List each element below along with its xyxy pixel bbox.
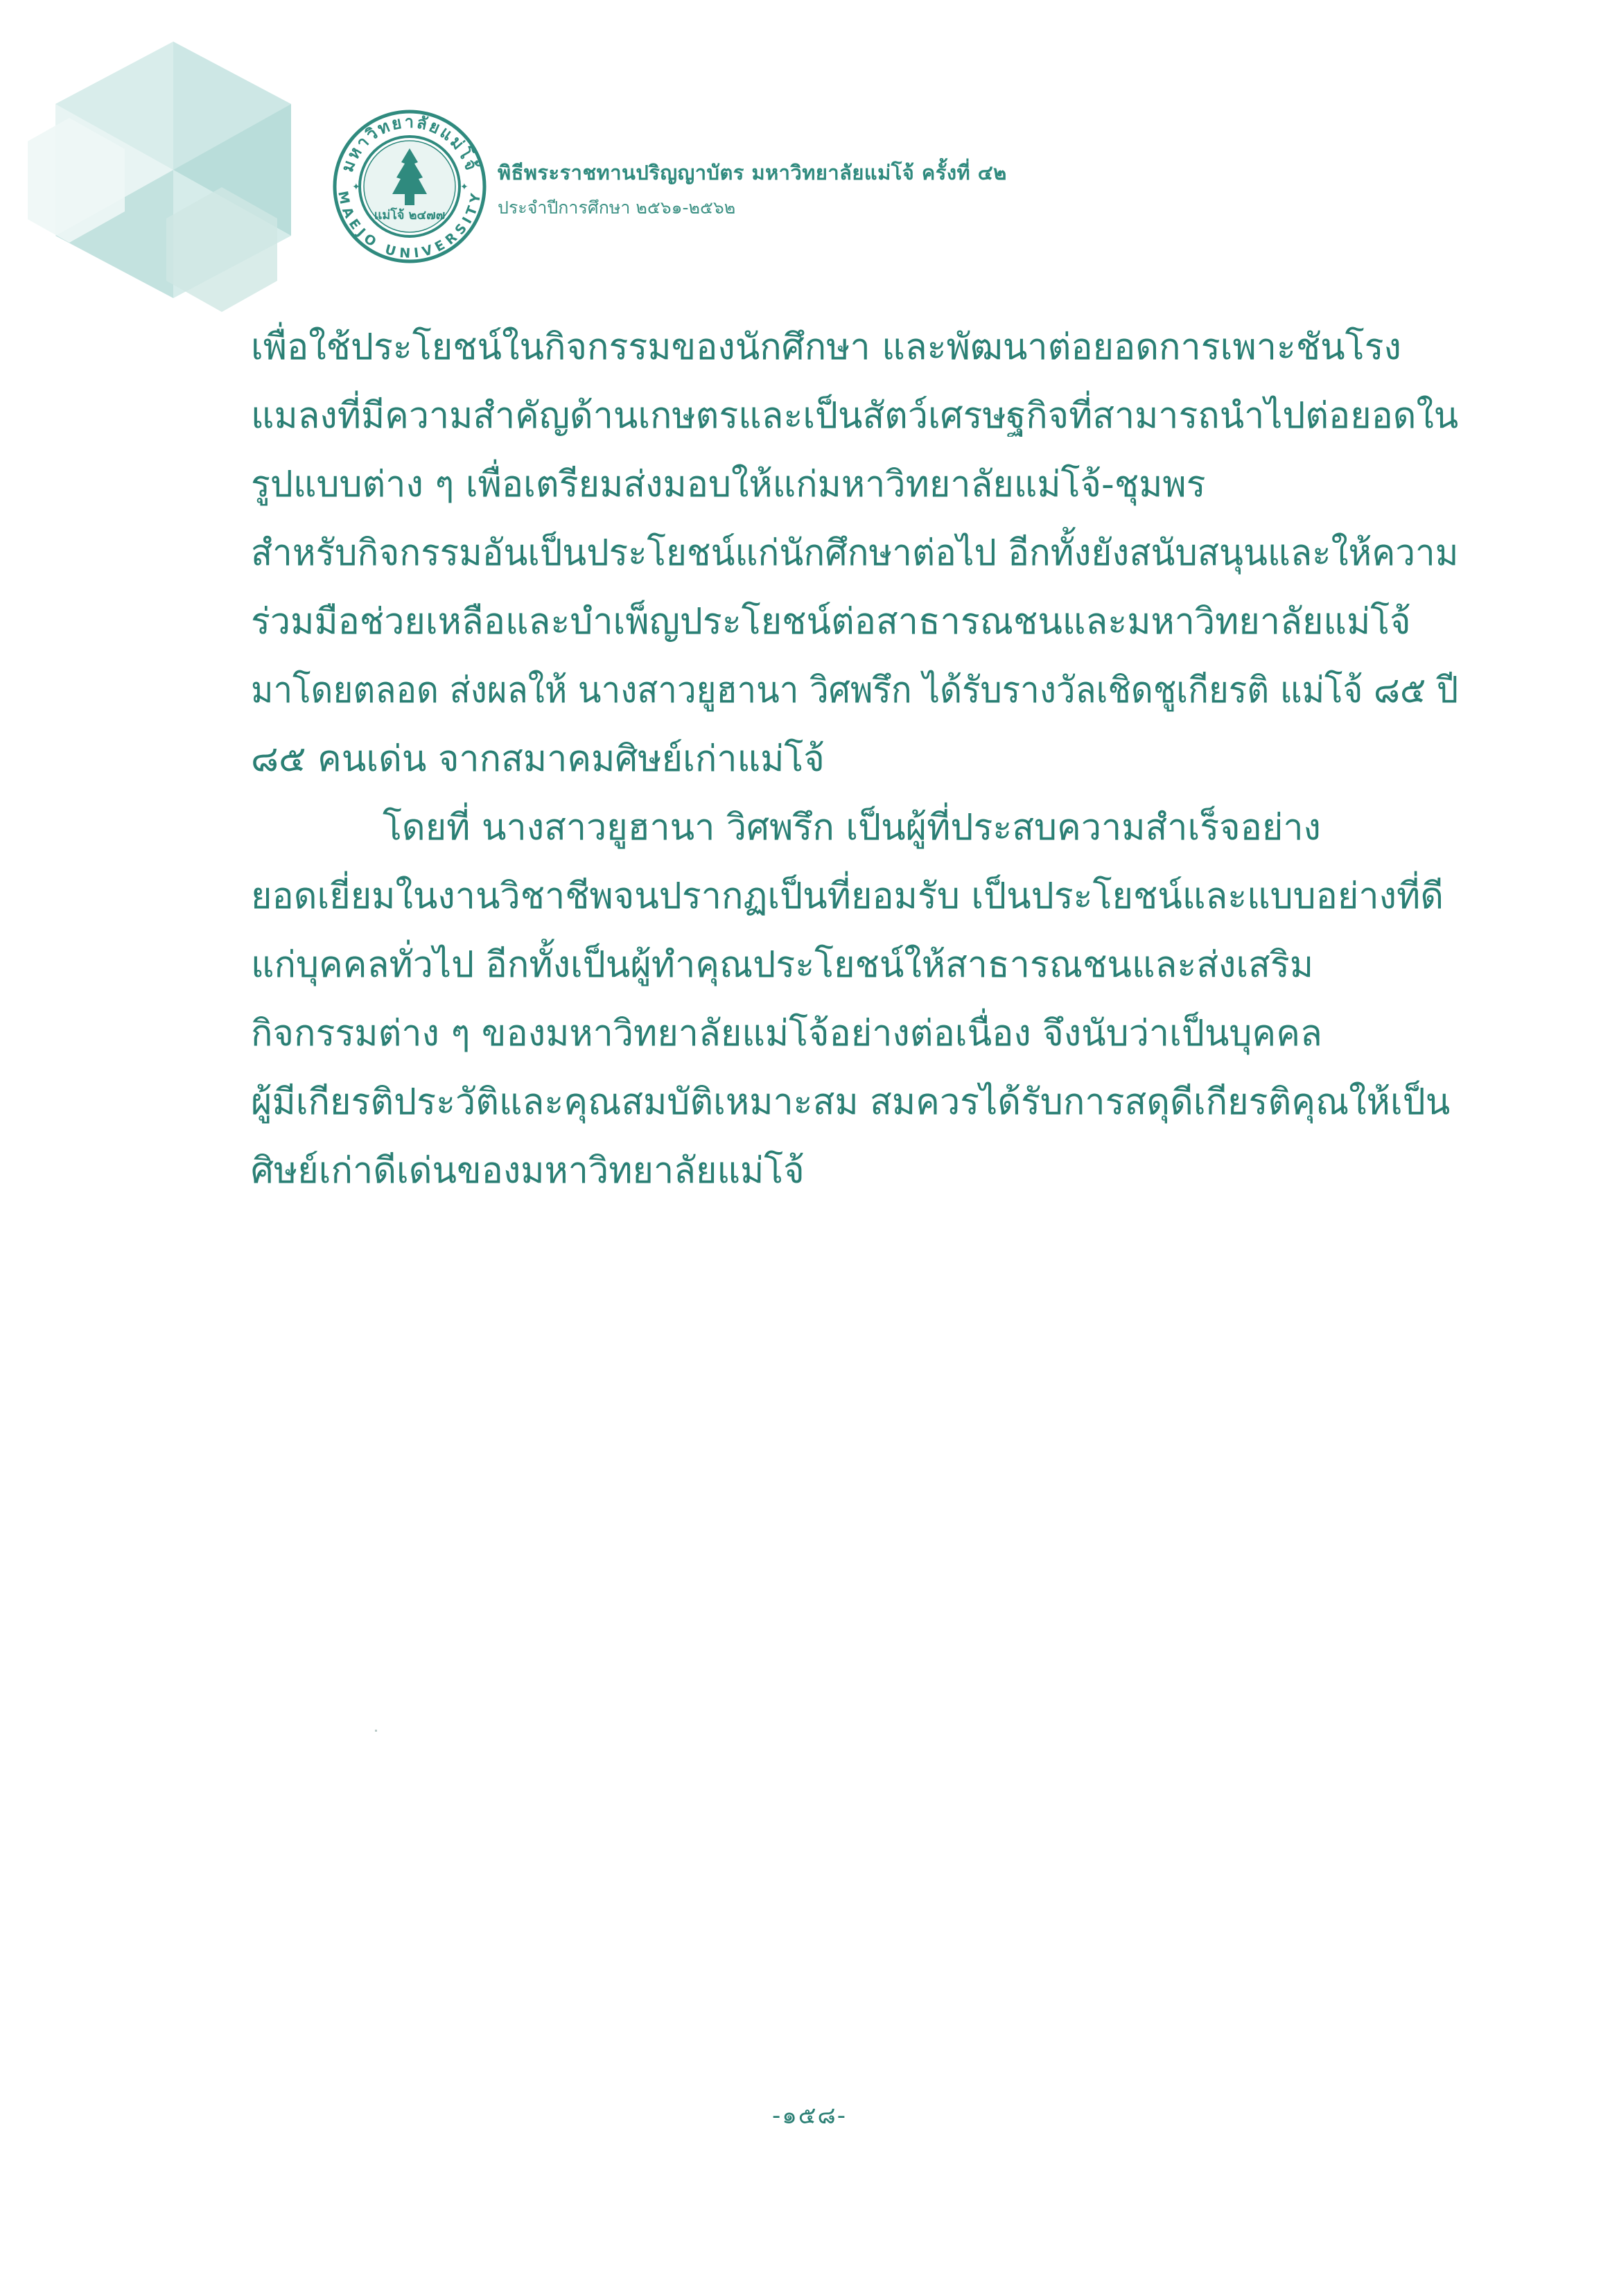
seal-center-text: แม่โจ้ ๒๔๗๗ [374, 208, 446, 223]
text-line: สำหรับกิจกรรมอันเป็นประโยชน์แก่นักศึกษาต่อไป อีกทั้งยังสนับสนุนและให้ความ [251, 532, 1459, 574]
text-line: รูปแบบต่าง ๆ เพื่อเตรียมส่งมอบให้แก่มหาวิทยาลัยแม่โจ้-ชุมพร [251, 464, 1206, 505]
seal-bottom-text: MAEJO UNIVERSITY [335, 189, 484, 261]
text-line: ศิษย์เก่าดีเด่นของมหาวิทยาลัยแม่โจ้ [251, 1150, 805, 1192]
hexagon-decoration [28, 28, 319, 333]
text-line: ๘๕ คนเด่น จากสมาคมศิษย์เก่าแม่โจ้ [251, 738, 825, 780]
page-number: -๑๕๘- [771, 2102, 848, 2130]
academic-year: ประจำปีการศึกษา ๒๕๖๑-๒๕๖๒ [498, 198, 736, 218]
scan-speck [375, 1730, 377, 1732]
text-line: กิจกรรมต่าง ๆ ของมหาวิทยาลัยแม่โจ้อย่างต่อเนื่อง จึงนับว่าเป็นบุคคล [251, 1013, 1322, 1054]
document-header [498, 157, 1007, 222]
text-line: ยอดเยี่ยมในงานวิชาชีพจนปรากฏเป็นที่ยอมรับ เป็นประโยชน์และแบบอย่างที่ดี [251, 876, 1444, 917]
ceremony-title: พิธีพระราชทานปริญญาบัตร มหาวิทยาลัยแม่โจ้ ครั้งที่ ๔๒ [498, 161, 1007, 184]
text-line: โดยที่ นางสาวยูฮานา วิศพรึก เป็นผู้ที่ประสบความสำเร็จอย่าง [383, 807, 1321, 849]
citation-body [251, 313, 1458, 1206]
paragraph-2 [251, 794, 1458, 1206]
text-line: ผู้มีเกียรติประวัติและคุณสมบัติเหมาะสม สมควรได้รับการสดุดีเกียรติคุณให้เป็น [251, 1081, 1451, 1123]
university-seal-logo [331, 108, 488, 265]
text-line: เพื่อใช้ประโยชน์ในกิจกรรมของนักศึกษา และพัฒนาต่อยอดการเพาะชันโรง [251, 327, 1401, 368]
svg-text:✦: ✦ [460, 182, 469, 193]
text-line: แมลงที่มีความสำคัญด้านเกษตรและเป็นสัตว์เศรษฐกิจที่สามารถนำไปต่อยอดใน [251, 395, 1459, 437]
text-line: ร่วมมือช่วยเหลือและบำเพ็ญประโยชน์ต่อสาธารณชนและมหาวิทยาลัยแม่โจ้ [251, 601, 1411, 643]
seal-top-text: มหาวิทยาลัยแม่โจ้ [337, 112, 482, 175]
text-line: แก่บุคคลทั่วไป อีกทั้งเป็นผู้ทำคุณประโยชน์ให้สาธารณชนและส่งเสริม [251, 944, 1314, 986]
text-line: มาโดยตลอด ส่งผลให้ นางสาวยูฮานา วิศพรึก ได้รับรางวัลเชิดชูเกียรติ แม่โจ้ ๘๕ ปี [251, 670, 1459, 711]
svg-text:✦: ✦ [352, 182, 360, 193]
paragraph-1 [251, 313, 1458, 794]
